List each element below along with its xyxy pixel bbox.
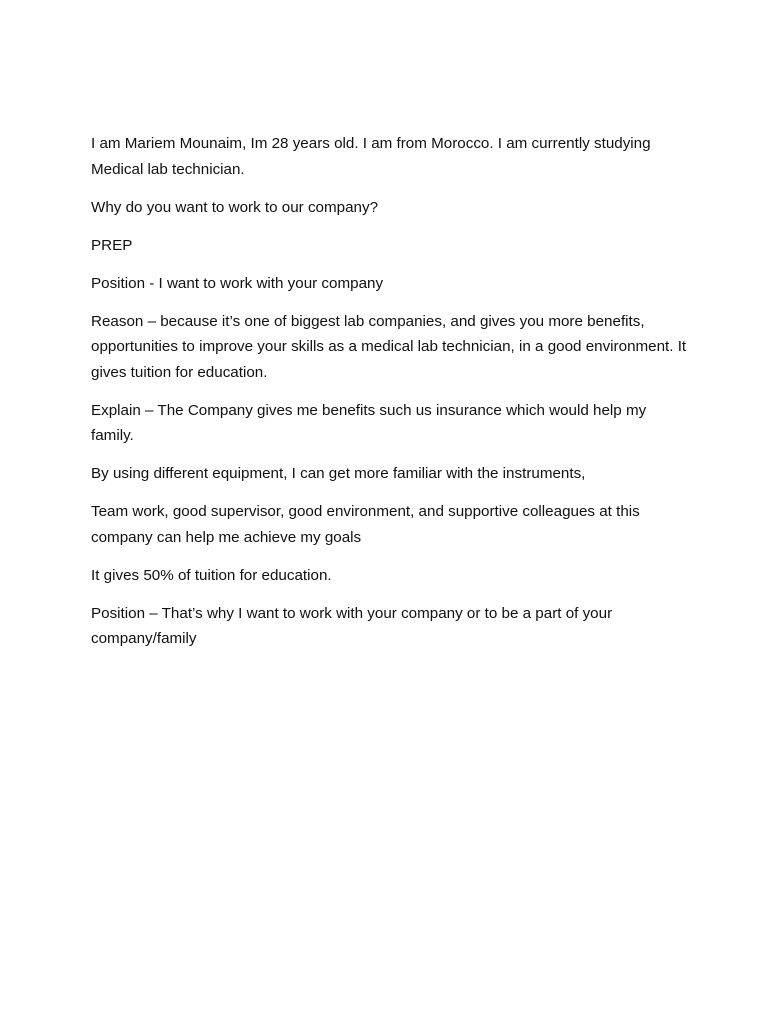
paragraph-position-closing: Position – That’s why I want to work with your company or to be a part of your company/family: [91, 604, 613, 647]
paragraph-question: Why do you want to work to our company?: [91, 198, 379, 216]
paragraph-intro: I am Mariem Mounaim, Im 28 years old. I am from Morocco. I am currently studying Medical lab technician.: [91, 135, 651, 178]
document-body: [91, 131, 691, 664]
paragraph-teamwork: Team work, good supervisor, good environment, and supportive colleagues at this company can help me achieve my goals: [91, 503, 640, 546]
paragraph-explain: Explain – The Company gives me benefits such us insurance which would help my family.: [91, 401, 647, 444]
paragraph-reason: Reason – because it’s one of biggest lab companies, and gives you more benefits, opportunities to improve your skills as a medical lab technician, in a good environment. It gives tuition for education.: [91, 312, 687, 381]
paragraph-tuition: It gives 50% of tuition for education.: [91, 566, 332, 584]
paragraph-position: Position - I want to work with your company: [91, 274, 384, 292]
paragraph-equipment: By using different equipment, I can get more familiar with the instruments,: [91, 465, 586, 482]
paragraph-prep: PREP: [91, 236, 133, 254]
